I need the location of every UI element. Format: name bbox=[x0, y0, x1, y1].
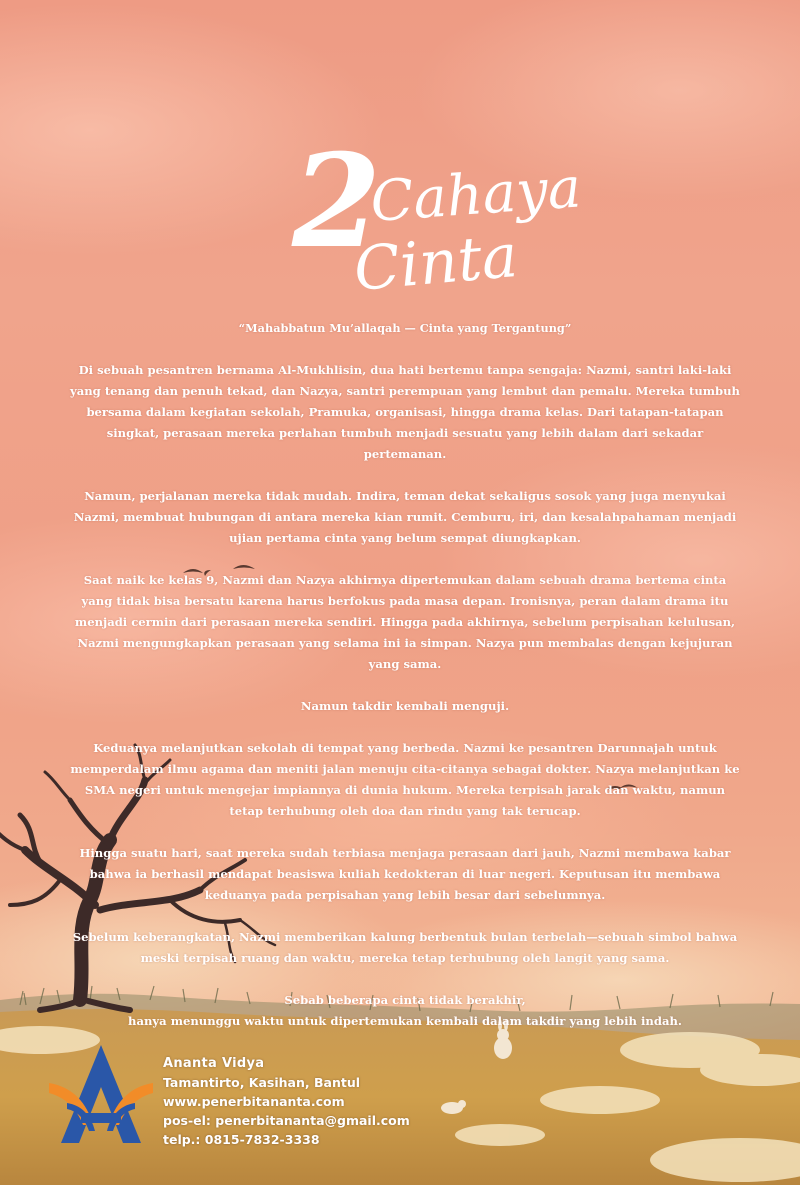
publisher-website[interactable]: www.penerbitananta.com bbox=[163, 1094, 345, 1109]
synopsis-paragraph-1: Di sebuah pesantren bernama Al-Mukhlisin, dua hati bertemu tanpa sengaja: Nazmi, santri laki-laki yang tenang dan penuh tekad, dan Nazya, santri perempuan yang lembut dan pemalu. Mereka tumbuh bersama dalam kegiatan sekolah, Pramuka, organisasi, hingga drama kelas. Dari tatapan-tatapan singkat, perasaan mereka perlahan tumbuh menjadi sesuatu yang lebih dalam dari sekadar pertemanan. bbox=[70, 363, 740, 461]
tagline: “Mahabbatun Mu’allaqah — Cinta yang Tergantung” bbox=[238, 321, 572, 335]
closing-lines bbox=[70, 990, 740, 1032]
book-title bbox=[0, 0, 800, 320]
publisher-name: Ananta Vidya bbox=[163, 1056, 265, 1071]
publisher-phone: telp.: 0815-7832-3338 bbox=[163, 1132, 320, 1147]
synopsis-paragraph-2: Namun, perjalanan mereka tidak mudah. Indira, teman dekat sekaligus sosok yang juga menyukai Nazmi, membuat hubungan di antara mereka kian rumit. Cemburu, iri, dan kesalahpahaman menjadi ujian pertama cinta yang belum sempat diungkapkan. bbox=[73, 489, 737, 545]
synopsis-paragraph-3: Saat naik ke kelas 9, Nazmi dan Nazya akhirnya dipertemukan dalam sebuah drama bertema cinta yang tidak bisa bersatu karena harus berfokus pada masa depan. Ironisnya, peran dalam drama itu menjadi cermin dari perasaan mereka sendiri. Hingga pada akhirnya, sebelum perpisahan kelulusan, Nazmi mengungkapkan perasaan yang selama ini ia simpan. Nazya pun membalas dengan kejujuran yang sama. bbox=[74, 573, 736, 671]
synopsis-paragraph-7: Sebelum keberangkatan, Nazmi memberikan kalung berbentuk bulan terbelah—sebuah simbol bahwa meski terpisah ruang dan waktu, mereka tetap terhubung oleh langit yang sama. bbox=[72, 930, 738, 965]
synopsis bbox=[70, 318, 740, 1032]
closing-line-1: Sebab beberapa cinta tidak berakhir, bbox=[284, 993, 526, 1007]
synopsis-paragraph-4: Namun takdir kembali menguji. bbox=[300, 699, 510, 713]
ananta-vidya-logo-icon bbox=[45, 1043, 157, 1147]
title-line-1: Cahaya bbox=[368, 155, 584, 235]
publisher-info bbox=[163, 1054, 410, 1149]
synopsis-paragraph-6: Hingga suatu hari, saat mereka sudah terbiasa menjaga perasaan dari jauh, Nazmi membawa kabar bahwa ia berhasil mendapat beasiswa kuliah kedokteran di luar negeri. Keputusan itu membawa keduanya pada perpisahan yang lebih besar dari sebelumnya. bbox=[79, 846, 731, 902]
publisher-address: Tamantirto, Kasihan, Bantul bbox=[163, 1075, 360, 1090]
title-line-2: Cinta bbox=[351, 220, 521, 305]
title-number: 2 bbox=[292, 127, 382, 277]
synopsis-paragraph-5: Keduanya melanjutkan sekolah di tempat yang berbeda. Nazmi ke pesantren Darunnajah untuk memperdalam ilmu agama dan meniti jalan menuju cita-citanya sebagai dokter. Nazya melanjutkan ke SMA negeri untuk mengejar impiannya di dunia hukum. Mereka terpisah jarak dan waktu, namun tetap terhubung oleh doa dan rindu yang tak terucap. bbox=[70, 741, 740, 818]
closing-line-2: hanya menunggu waktu untuk dipertemukan kembali dalam takdir yang lebih indah. bbox=[128, 1014, 682, 1028]
publisher-email[interactable]: pos-el: penerbitananta@gmail.com bbox=[163, 1113, 410, 1128]
